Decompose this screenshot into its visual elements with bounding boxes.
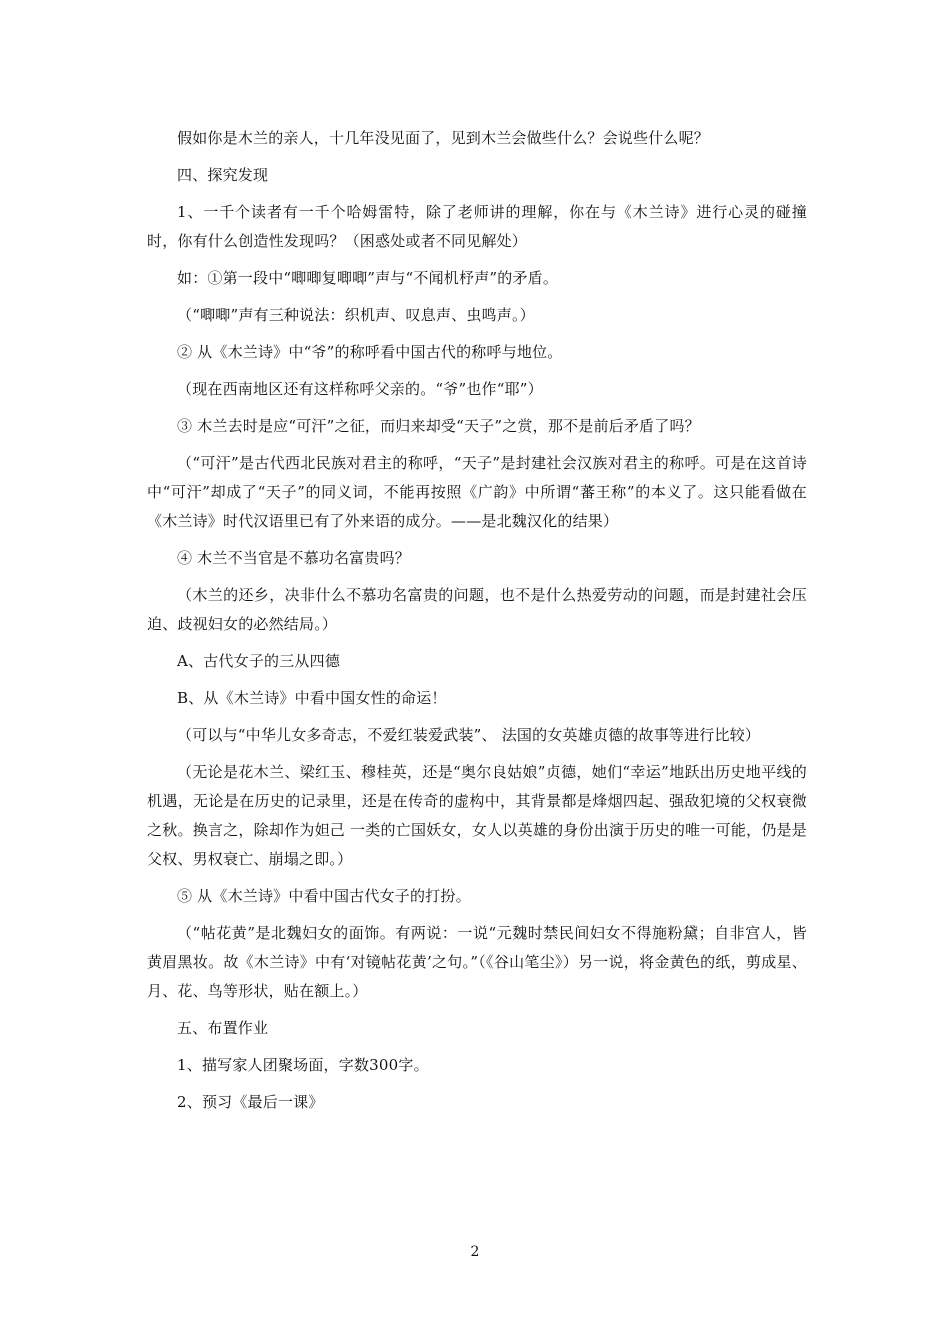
paragraph: （现在西南地区还有这样称呼父亲的。“爷”也作“耶”）: [177, 380, 543, 398]
paragraph: （“帖花黄”是北魏妇女的面饰。有两说：一说“元魏时禁民间妇女不得施粉黛；自非宫人，皆黄眉黑妆。故《木兰诗》中有‘对镜帖花黄’之句。”（《谷山笔尘》）另一说，将金黄色的纸，剪成星、月、花、鸟等形状，贴在额上。）: [147, 924, 807, 1000]
paragraph: （可以与“中华儿女多奇志，不爱红装爱武装”、 法国的女英雄贞德的故事等进行比较）: [177, 726, 761, 744]
paragraph: （“唧唧”声有三种说法：织机声、叹息声、虫鸣声。）: [177, 306, 535, 324]
paragraph: A、古代女子的三从四德: [177, 652, 341, 670]
paragraph: 如：①第一段中“唧唧复唧唧”声与“不闻机杼声”的矛盾。: [177, 269, 559, 287]
paragraph: 1、一千个读者有一千个哈姆雷特，除了老师讲的理解，你在与《木兰诗》进行心灵的碰撞时，你有什么创造性发现吗？（困惑处或者不同见解处）: [147, 203, 807, 250]
paragraph: 2、预习《最后一课》: [177, 1093, 324, 1111]
paragraph: ② 从《木兰诗》中“爷”的称呼看中国古代的称呼与地位。: [177, 343, 563, 361]
paragraph: ④ 木兰不当官是不慕功名富贵吗？: [177, 549, 410, 567]
document-body: [147, 124, 807, 1125]
paragraph: ⑤ 从《木兰诗》中看中国古代女子的打扮。: [177, 887, 471, 905]
paragraph: ③ 木兰去时是应“可汗”之征，而归来却受“天子”之赏，那不是前后矛盾了吗？: [177, 417, 700, 435]
paragraph: B、从《木兰诗》中看中国女性的命运！: [177, 689, 447, 707]
page-number: 2: [470, 1244, 480, 1260]
paragraph: 假如你是木兰的亲人，十几年没见面了，见到木兰会做些什么？会说些什么呢？: [177, 129, 710, 147]
paragraph: （“可汗”是古代西北民族对君主的称呼，“天子”是封建社会汉族对君主的称呼。可是在这首诗中“可汗”却成了“天子”的同义词，不能再按照《广韵》中所谓“蕃王称”的本义了。这只能看做在《木兰诗》时代汉语里已有了外来语的成分。——是北魏汉化的结果）: [147, 454, 807, 530]
paragraph: （木兰的还乡，决非什么不慕功名富贵的问题，也不是什么热爱劳动的问题，而是封建社会压迫、歧视妇女的必然结局。）: [147, 586, 807, 633]
section-heading: 四、探究发现: [177, 166, 269, 184]
paragraph: （无论是花木兰、梁红玉、穆桂英，还是“奥尔良姑娘”贞德，她们“幸运”地跃出历史地平线的机遇，无论是在历史的记录里，还是在传奇的虚构中，其背景都是烽烟四起、强敌犯境的父权衰微之秋。换言之，除却作为妲己 一类的亡国妖女，女人以英雄的身份出演于历史的唯一可能，仍是是父权、男权衰亡、崩塌之即。）: [147, 763, 807, 868]
paragraph: 1、描写家人团聚场面，字数300字。: [177, 1056, 429, 1074]
section-heading: 五、布置作业: [177, 1019, 269, 1037]
